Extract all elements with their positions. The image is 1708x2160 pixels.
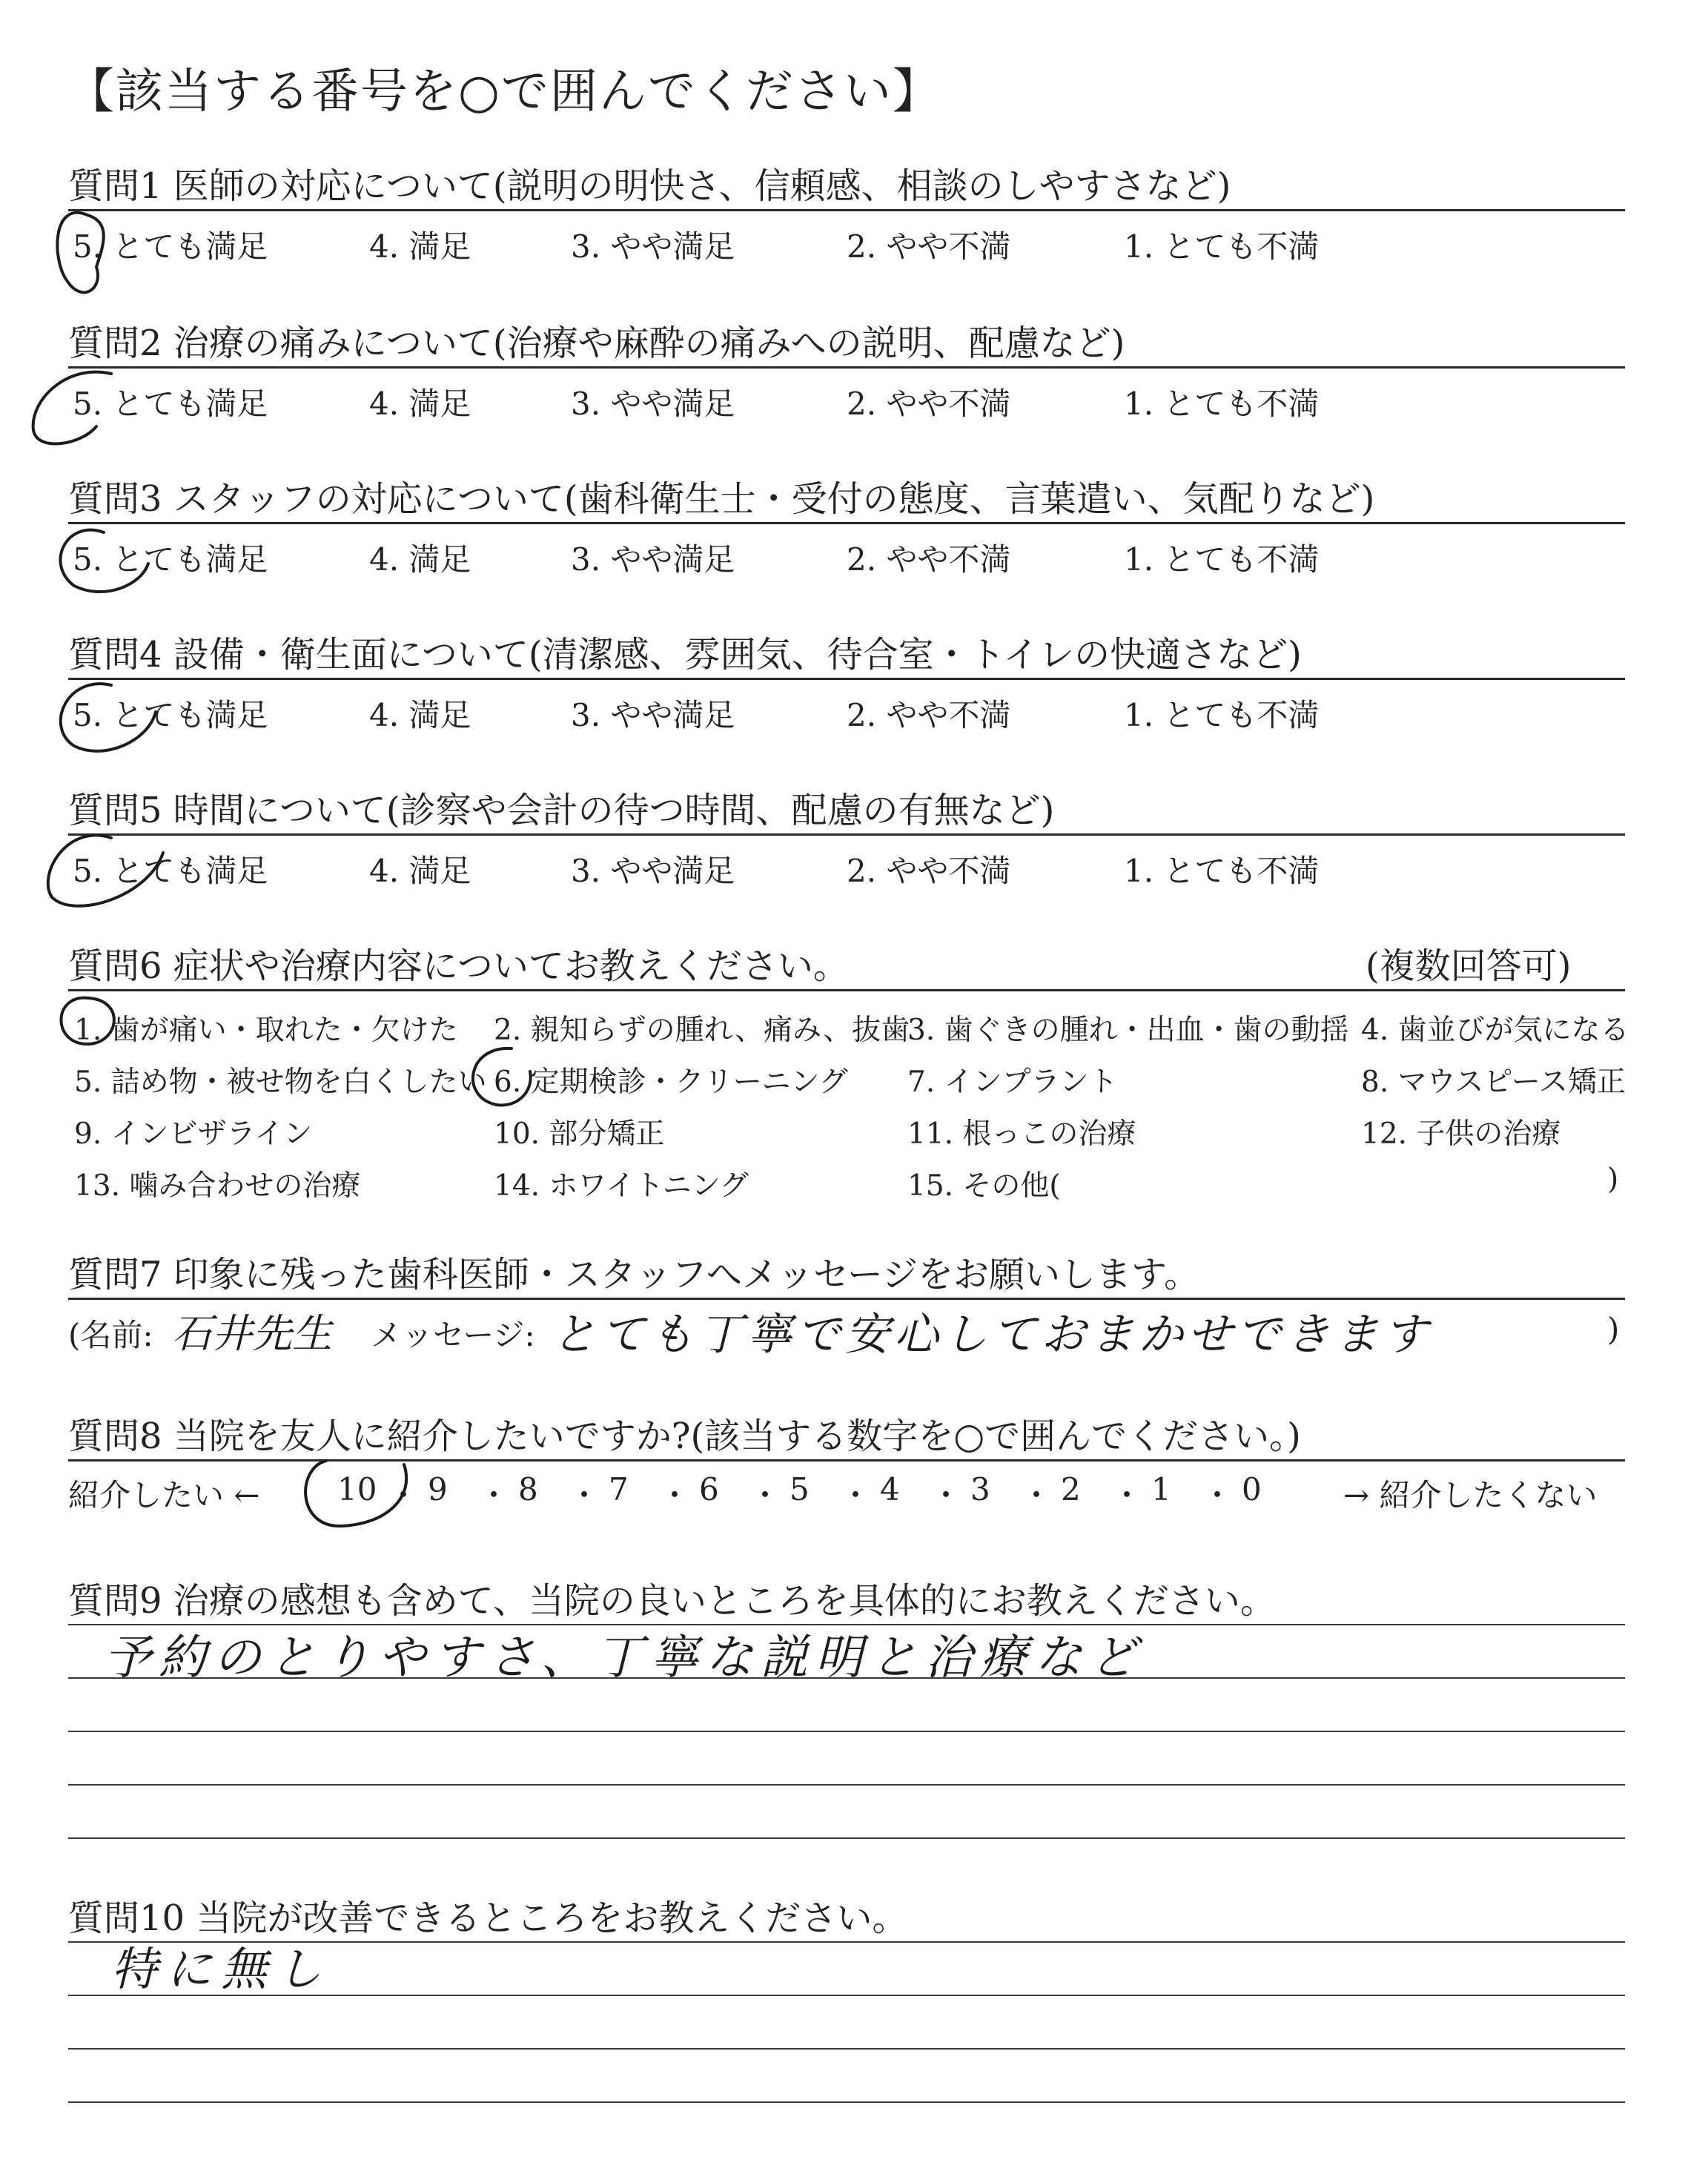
q6-item-6-circle (473, 1048, 531, 1106)
q6-item-6[interactable]: 6. 定期検診・クリーニング (494, 1066, 848, 1099)
q9-title: 質問9 治療の感想も含めて、当院の良いところを具体的にお教えください。 (68, 1580, 1276, 1622)
q1-answer-circle (57, 213, 103, 292)
q7-title: 質問7 印象に残った歯科医師・スタッフへメッセージをお願いします。 (68, 1254, 1200, 1295)
q8-left-label: 紹介したい ← (68, 1477, 260, 1513)
q4-option-2[interactable]: 2. やや不満 (847, 697, 1011, 733)
q3-option-4[interactable]: 4. 満足 (369, 541, 471, 578)
q4-option-5[interactable]: 5. とても満足 (73, 697, 268, 733)
q5-option-4[interactable]: 4. 満足 (369, 853, 471, 889)
q6-item-4[interactable]: 4. 歯並びが気になる (1361, 1014, 1629, 1047)
q3-answer-circle (60, 530, 148, 592)
q8-scale-0[interactable]: 0 (1242, 1471, 1262, 1507)
q5-option-2[interactable]: 2. やや不満 (847, 853, 1011, 889)
q7-name-label: (名前: (68, 1317, 153, 1353)
q6-item-5[interactable]: 5. 詰め物・被せ物を白くしたい (74, 1066, 487, 1099)
q6-item-10[interactable]: 10. 部分矯正 (494, 1117, 665, 1151)
q8-scale-10[interactable]: 10 (337, 1471, 377, 1507)
q2-option-4[interactable]: 4. 満足 (369, 386, 471, 422)
q8-scale-separator: ・ (478, 1477, 510, 1513)
q4-option-4[interactable]: 4. 満足 (369, 697, 471, 733)
q8-scale-6[interactable]: 6 (699, 1471, 719, 1507)
q7-close-paren: ) (1607, 1311, 1620, 1347)
q6-item-7[interactable]: 7. インプラント (907, 1066, 1118, 1099)
q2-option-5[interactable]: 5. とても満足 (73, 386, 268, 422)
q6-item-8[interactable]: 8. マウスピース矯正 (1361, 1066, 1626, 1099)
q10-answer[interactable]: 特に無し (111, 1942, 331, 1996)
q6-item-14[interactable]: 14. ホワイトニング (494, 1169, 749, 1203)
q8-scale-7[interactable]: 7 (609, 1471, 629, 1507)
q8-scale-separator: ・ (659, 1477, 691, 1513)
q6-item-3[interactable]: 3. 歯ぐきの腫れ・出血・歯の動揺 (907, 1014, 1349, 1047)
q8-scale-separator: ・ (749, 1477, 781, 1513)
q2-answer-circle (33, 372, 111, 444)
q4-title: 質問4 設備・衛生面について(清潔感、雰囲気、待合室・トイレの快適さなど) (68, 634, 1302, 676)
q1-title: 質問1 医師の対応について(説明の明快さ、信頼感、相談のしやすさなど) (68, 165, 1231, 207)
q8-scale-4[interactable]: 4 (880, 1471, 900, 1507)
q2-option-3[interactable]: 3. やや満足 (571, 386, 735, 422)
q3-option-2[interactable]: 2. やや不満 (847, 541, 1011, 578)
q8-scale-separator: ・ (1021, 1477, 1053, 1513)
q8-title: 質問8 当院を友人に紹介したいですか?(該当する数字を○で囲んでください。) (68, 1416, 1301, 1457)
q8-scale-separator: ・ (840, 1477, 872, 1513)
q6-item-2[interactable]: 2. 親知らずの腫れ、痛み、抜歯 (494, 1014, 910, 1047)
q6-other-close: ) (1607, 1163, 1619, 1196)
q8-scale-2[interactable]: 2 (1061, 1471, 1081, 1507)
q3-option-1[interactable]: 1. とても不満 (1124, 541, 1320, 578)
q8-scale-separator: ・ (1202, 1477, 1234, 1513)
q8-scale-9[interactable]: 9 (428, 1471, 448, 1507)
q5-title: 質問5 時間について(診察や会計の待つ時間、配慮の有無など) (68, 790, 1055, 831)
page-title: 【該当する番号を○で囲んでください】 (67, 65, 941, 119)
q4-answer-circle (61, 684, 156, 751)
q1-option-5[interactable]: 5. とても満足 (73, 228, 268, 265)
q8-scale-separator: ・ (1111, 1477, 1143, 1513)
q1-option-1[interactable]: 1. とても不満 (1124, 228, 1320, 265)
q6-item-1-circle (62, 998, 114, 1044)
q1-option-2[interactable]: 2. やや不満 (847, 228, 1011, 265)
q4-option-1[interactable]: 1. とても不満 (1124, 697, 1320, 733)
q3-title: 質問3 スタッフの対応について(歯科衛生士・受付の態度、言葉遣い、気配りなど) (68, 478, 1375, 520)
q1-option-4[interactable]: 4. 満足 (369, 228, 471, 265)
q5-option-5[interactable]: 5. とても満足 (73, 853, 268, 889)
q2-option-1[interactable]: 1. とても不満 (1124, 386, 1320, 422)
q8-scale-3[interactable]: 3 (970, 1471, 990, 1507)
q4-option-3[interactable]: 3. やや満足 (571, 697, 735, 733)
q6-item-15[interactable]: 15. その他( (907, 1169, 1061, 1203)
q8-scale-8[interactable]: 8 (518, 1471, 538, 1507)
q8-right-label: → 紹介したくない (1343, 1477, 1598, 1513)
q8-scale-separator: ・ (569, 1477, 600, 1513)
q6-item-11[interactable]: 11. 根っこの治療 (907, 1117, 1136, 1151)
q8-scale-1[interactable]: 1 (1151, 1471, 1171, 1507)
q8-scale-5[interactable]: 5 (790, 1471, 810, 1507)
q2-title: 質問2 治療の痛みについて(治療や麻酔の痛みへの説明、配慮など) (68, 323, 1125, 364)
q3-option-3[interactable]: 3. やや満足 (571, 541, 735, 578)
q5-option-3[interactable]: 3. やや満足 (571, 853, 735, 889)
q7-message-value[interactable]: とても丁寧で安心しておまかせできます (552, 1309, 1432, 1361)
q5-answer-circle (48, 835, 163, 905)
q6-item-1[interactable]: 1. 歯が痛い・取れた・欠けた (74, 1014, 458, 1047)
q6-item-12[interactable]: 12. 子供の治療 (1361, 1117, 1561, 1151)
q7-message-label: メッセージ: (371, 1317, 535, 1353)
q10-title: 質問10 当院が改善できるところをお教えください。 (68, 1898, 908, 1939)
q6-note: (複数回答可) (1366, 945, 1572, 987)
q2-option-2[interactable]: 2. やや不満 (847, 386, 1011, 422)
q8-scale-separator: ・ (930, 1477, 962, 1513)
q6-item-9[interactable]: 9. インビザライン (74, 1117, 313, 1151)
q8-scale-separator: ・ (388, 1477, 420, 1513)
q3-option-5[interactable]: 5. とても満足 (73, 541, 268, 578)
q1-option-3[interactable]: 3. やや満足 (571, 228, 735, 265)
q6-title: 質問6 症状や治療内容についてお教えください。 (68, 945, 849, 987)
q6-item-13[interactable]: 13. 噛み合わせの治療 (74, 1169, 361, 1203)
q9-answer[interactable]: 予約のとりやすさ、丁寧な説明と治療など (104, 1631, 1145, 1685)
q5-option-1[interactable]: 1. とても不満 (1124, 853, 1320, 889)
q8-selected-circle (305, 1461, 406, 1526)
q7-name-value[interactable]: 石井先生 (172, 1310, 332, 1357)
